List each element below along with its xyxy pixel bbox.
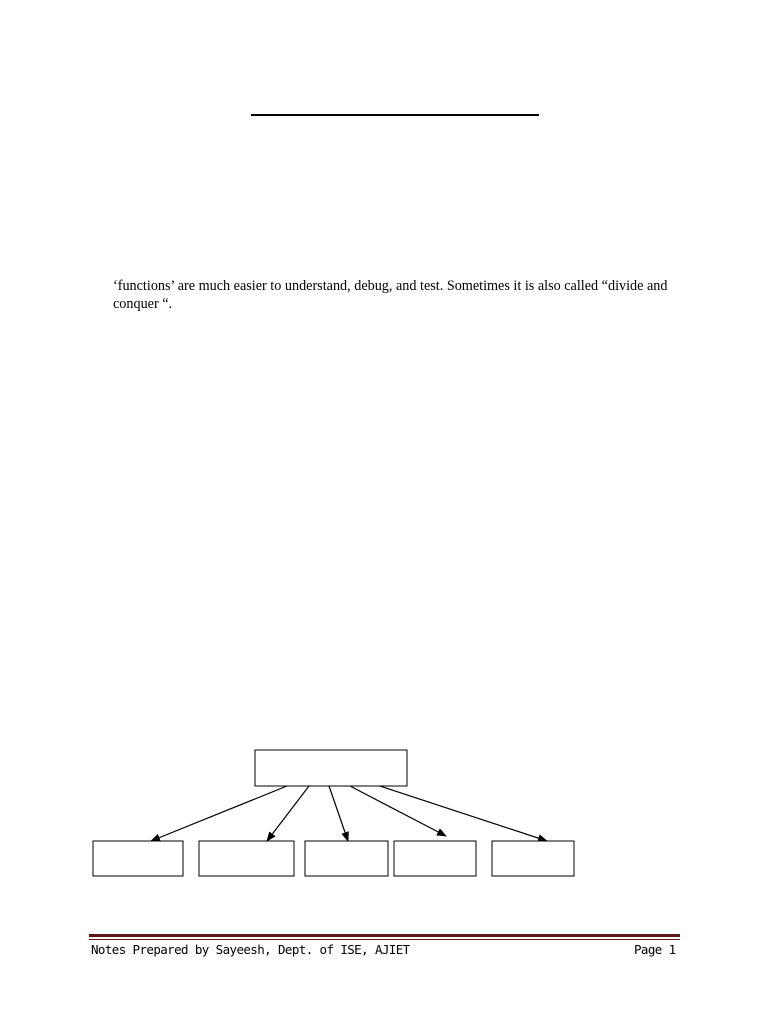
sub-function-box-5 xyxy=(492,841,574,876)
sub-function-box-3 xyxy=(305,841,388,876)
footer-rule-thick xyxy=(89,934,680,937)
sub-function-box-2 xyxy=(199,841,294,876)
arrow-to-box-3 xyxy=(329,786,348,841)
arrow-to-box-2 xyxy=(267,786,309,841)
title-underline xyxy=(251,114,539,116)
arrow-to-box-4 xyxy=(350,786,446,836)
arrow-to-box-1 xyxy=(151,786,287,841)
footer-rule-thin xyxy=(89,939,680,940)
sub-function-box-1 xyxy=(93,841,183,876)
sub-function-box-4 xyxy=(394,841,476,876)
root-function-box xyxy=(255,750,407,786)
footer-page-number: Page 1 xyxy=(634,942,676,957)
footer-author-note: Notes Prepared by Sayeesh, Dept. of ISE, AJIET xyxy=(91,942,410,957)
body-paragraph: ‘functions’ are much easier to understand, debug, and test. Sometimes it is also called “divide and conquer “. xyxy=(113,278,668,312)
arrow-to-box-5 xyxy=(380,786,547,841)
